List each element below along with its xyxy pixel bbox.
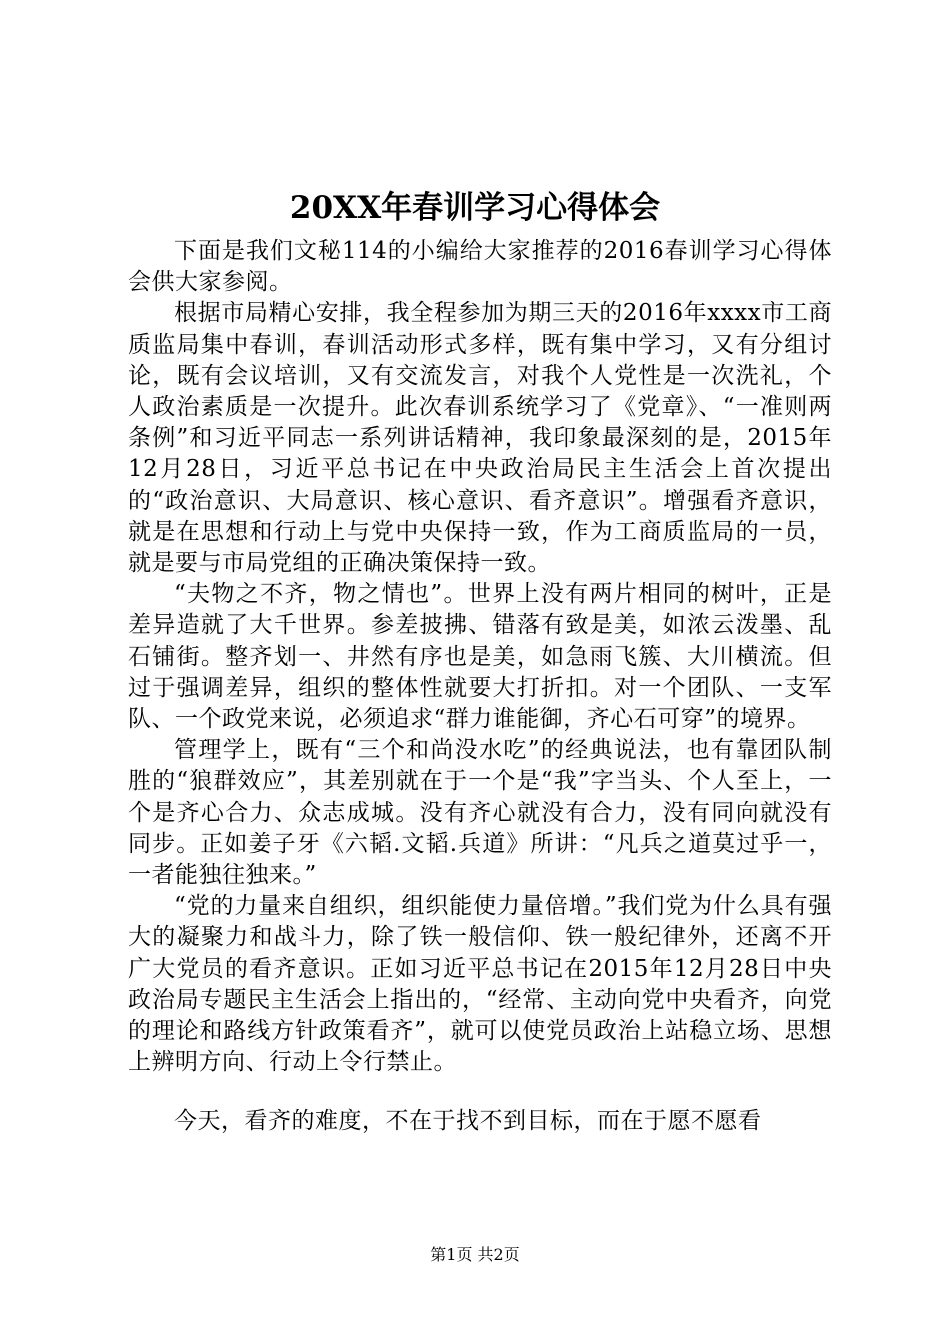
document-title: 20XX年春训学习心得体会 <box>289 190 661 226</box>
paragraph-management: 管理学上，既有“三个和尚没水吃”的经典说法，也有靠团队制胜的“狼群效应”，其差别就在于一个是“我”字当头、个人至上，一个是齐心合力、众志成城。没有齐心就没有合力，没有同向就没有同步。正如姜子牙《六韬.文韬.兵道》所讲：“凡兵之道莫过乎一，一者能独往独来。” <box>128 737 832 889</box>
paragraph-party-strength: “党的力量来自组织，组织能使力量倍增。”我们党为什么具有强大的凝聚力和战斗力，除了铁一般信仰、铁一般纪律外，还离不开广大党员的看齐意识。正如习近平总书记在2015年12月28日中央政治局专题民主生活会上指出的，“经常、主动向党中央看齐，向党的理论和路线方针政策看齐”，就可以使党员政治上站稳立场、思想上辨明方向、行动上令行禁止。 <box>128 893 832 1076</box>
paragraph-spring-training: 根据市局精心安排，我全程参加为期三天的2016年xxxx市工商质监局集中春训，春训活动形式多样，既有集中学习，又有分组讨论，既有会议培训，又有交流发言，对我个人党性是一次洗礼，个人政治素质是一次提升。此次春训系统学习了《党章》、“一准则两条例”和习近平同志一系列讲话精神，我印象最深刻的是，2015年12月28日，习近平总书记在中央政治局民主生活会上首次提出的“政治意识、大局意识、核心意识、看齐意识”。增强看齐意识，就是在思想和行动上与党中央保持一致，作为工商质监局的一员，就是要与市局党组的正确决策保持一致。 <box>128 300 832 577</box>
paragraph-differences: “夫物之不齐，物之情也”。世界上没有两片相同的树叶，正是差异造就了大千世界。参差披拂、错落有致是美，如浓云泼墨、乱石铺街。整齐划一、井然有序也是美，如急雨飞簇、大川横流。但过于强调差异，组织的整体性就要大打折扣。对一个团队、一支军队、一个政党来说，必须追求“群力谁能御，齐心石可穿”的境界。 <box>128 581 832 733</box>
paragraph-today: 今天，看齐的难度，不在于找不到目标，而在于愿不愿看 <box>174 1108 762 1135</box>
document-body <box>128 236 832 1138</box>
paragraph-intro: 下面是我们文秘114的小编给大家推荐的2016春训学习心得体会供大家参阅。 <box>128 238 832 296</box>
page-footer: 第1页 共2页 <box>430 1245 520 1264</box>
